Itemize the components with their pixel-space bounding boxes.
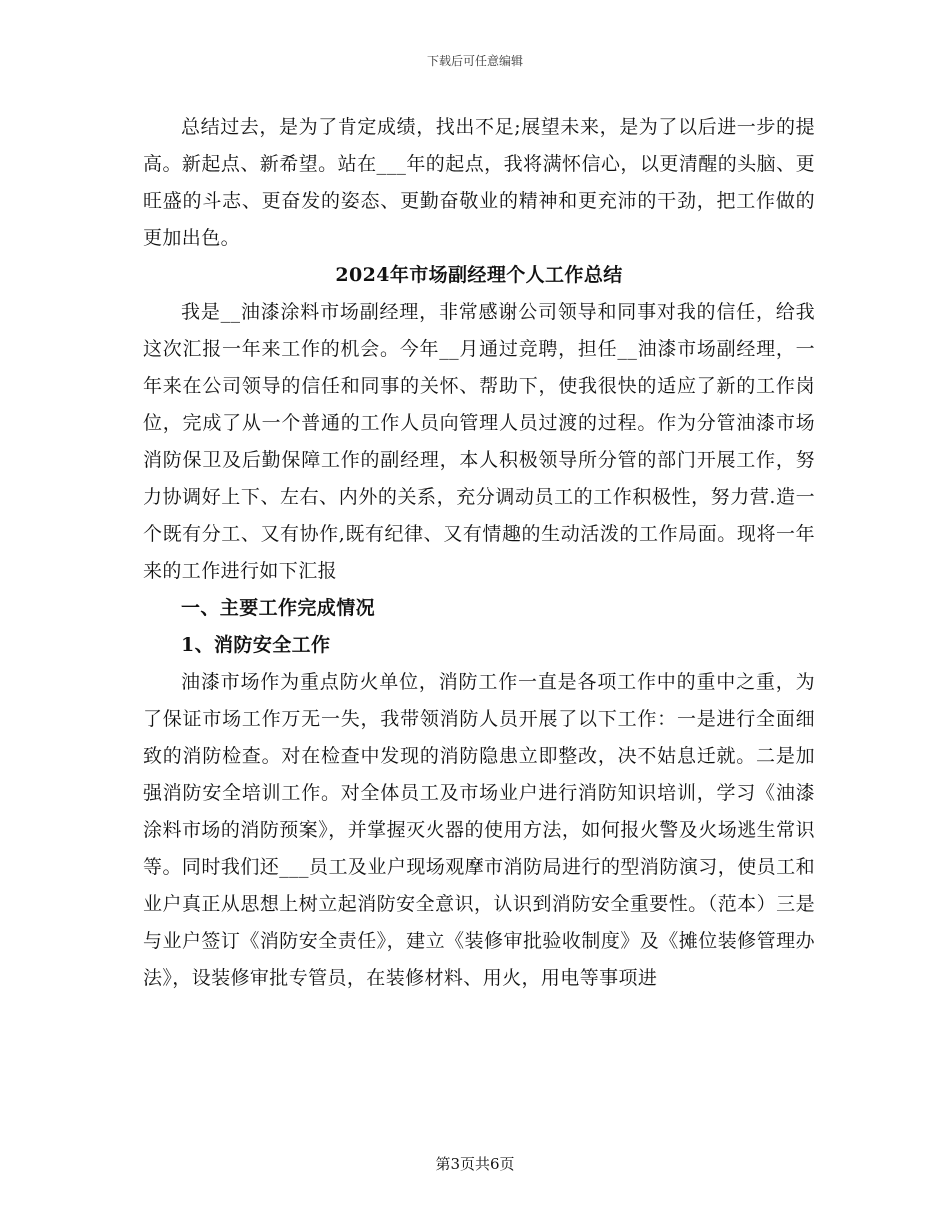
intro-paragraph: 总结过去，是为了肯定成绩，找出不足;展望未来，是为了以后进一步的提高。新起点、新希望。站在___年的起点，我将满怀信心，以更清醒的头脑、更旺盛的斗志、更奋发的姿态、更勤奋敬业的精神和更充沛的干劲，把工作做的更加出色。	[143, 116, 815, 249]
page-footer: 第3页共6页	[435, 1155, 515, 1173]
body-paragraph: 油漆市场作为重点防火单位，消防工作一直是各项工作中的重中之重，为了保证市场工作万无一失，我带领消防人员开展了以下工作：一是进行全面细致的消防检查。对在检查中发现的消防隐患立即整改，决不姑息迁就。二是加强消防安全培训工作。对全体员工及市场业户进行消防知识培训，学习《油漆涂料市场的消防预案》，并掌握灭火器的使用方法，如何报火警及火场逃生常识等。同时我们还___员工及业户现场观摩市消防局进行的型消防演习，使员工和业户真正从思想上树立起消防安全意识，认识到消防安全重要性。（范本）三是与业户签订《消防安全责任》，建立《装修审批验收制度》及《摊位装修管理办法》，设装修审批专管员，在装修材料、用火，用电等事项进	[143, 671, 815, 989]
document-title: 2024年市场副经理个人工作总结	[335, 264, 623, 286]
document-body	[143, 109, 815, 997]
subsection-heading: 1、消防安全工作	[181, 634, 331, 656]
body-paragraph: 我是__油漆涂料市场副经理，非常感谢公司领导和同事对我的信任，给我这次汇报一年来工作的机会。今年__月通过竞聘，担任__油漆市场副经理，一年来在公司领导的信任和同事的关怀、帮助下，使我很快的适应了新的工作岗位，完成了从一个普通的工作人员向管理人员过渡的过程。作为分管油漆市场消防保卫及后勤保障工作的副经理，本人积极领导所分管的部门开展工作，努力协调好上下、左右、内外的关系，充分调动员工的工作积极性，努力营.造一个既有分工、又有协作,既有纪律、又有情趣的生动活泼的工作局面。现将一年来的工作进行如下汇报	[143, 301, 815, 582]
section-heading: 一、主要工作完成情况	[181, 597, 376, 619]
page-header: 下载后可任意编辑	[426, 54, 523, 68]
